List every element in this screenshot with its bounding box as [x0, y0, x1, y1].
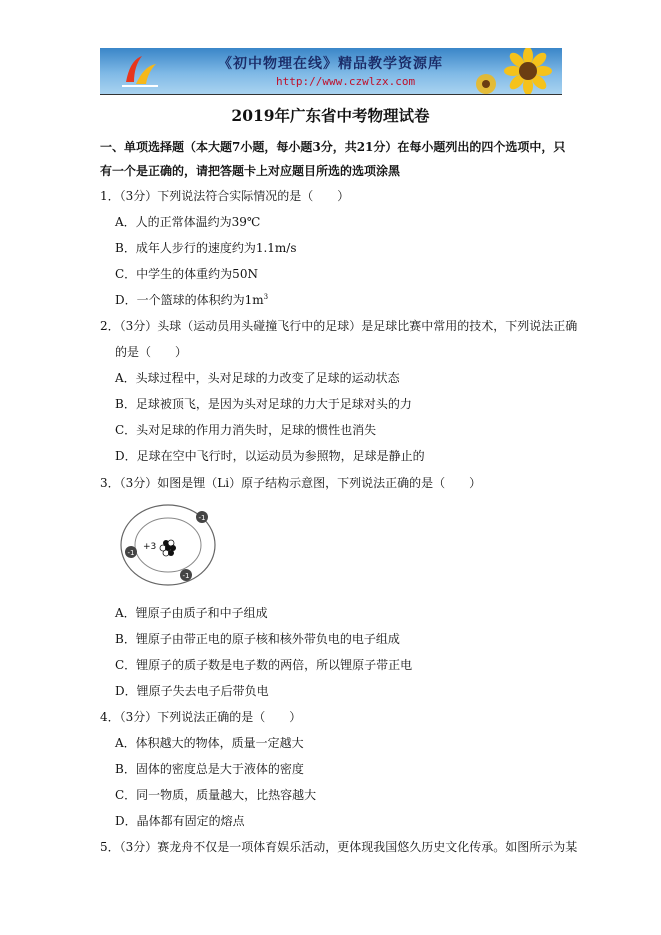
q4-option-b: B．固体的密度总是大于液体的密度 [115, 762, 304, 776]
banner-title: 《初中物理在线》精品教学资源库 [218, 56, 443, 72]
page-title: 2019年广东省中考物理试卷 [231, 106, 430, 125]
svg-text:-1: -1 [127, 549, 135, 557]
svg-text:-1: -1 [182, 572, 190, 580]
q2-option-a: A．头球过程中，头对足球的力改变了足球的运动状态 [115, 371, 400, 385]
q3-option-d: D．锂原子失去电子后带负电 [115, 684, 269, 698]
q3-option-a: A．锂原子由质子和中子组成 [115, 606, 268, 620]
nucleus-charge-label: +3 [143, 542, 157, 552]
nucleus-icon [160, 540, 176, 556]
svg-text:-1: -1 [198, 514, 206, 522]
q1-option-d-exponent: 3 [263, 293, 269, 301]
sunflower-icon [472, 48, 562, 94]
q2-stem-line1: 2．（3分）头球（运动员用头碰撞飞行中的足球）是足球比赛中常用的技术，下列说法正确 [100, 319, 578, 333]
header-banner [100, 48, 562, 94]
lithium-atom-diagram [118, 502, 218, 588]
electron-left [125, 546, 137, 558]
q4-option-a: A．体积越大的物体，质量一定越大 [115, 736, 304, 750]
q1-option-a: A．人的正常体温约为39℃ [115, 215, 261, 229]
section-heading-line2: 有一个是正确的，请把答题卡上对应题目所选的选项涂黑 [100, 164, 401, 178]
q3-option-b: B．锂原子由带正电的原子核和核外带负电的电子组成 [115, 632, 400, 646]
site-logo-icon [120, 52, 160, 90]
q5-stem: 5．（3分）赛龙舟不仅是一项体育娱乐活动，更体现我国悠久历史文化传承。如图所示为某 [100, 840, 578, 854]
q1-option-d-text: D．一个篮球的体积约为1m [115, 293, 264, 307]
q2-option-c: C．头对足球的作用力消失时，足球的惯性也消失 [115, 423, 377, 437]
q1-option-d [115, 291, 268, 308]
q2-option-d: D．足球在空中飞行时，以运动员为参照物，足球是静止的 [115, 449, 425, 463]
q2-option-b: B．足球被顶飞，是因为头对足球的力大于足球对头的力 [115, 397, 412, 411]
q1-option-c: C．中学生的体重约为50N [115, 267, 258, 281]
q3-option-c: C．锂原子的质子数是电子数的两倍，所以锂原子带正电 [115, 658, 413, 672]
q4-stem: 4．（3分）下列说法正确的是（ ） [100, 710, 302, 724]
electron-top-right [196, 511, 208, 523]
q2-stem-line2: 的是（ ） [115, 345, 188, 359]
q1-option-b: B．成年人步行的速度约为1.1m/s [115, 241, 297, 255]
q4-option-c: C．同一物质，质量越大，比热容越大 [115, 788, 317, 802]
header-rule [100, 94, 562, 95]
q3-stem: 3．（3分）如图是锂（Li）原子结构示意图，下列说法正确的是（ ） [100, 476, 482, 490]
section-heading-line1: 一、单项选择题（本大题7小题，每小题3分，共21分）在每小题列出的四个选项中，只 [100, 140, 566, 154]
electron-bottom-right [180, 569, 192, 581]
q1-stem: 1．（3分）下列说法符合实际情况的是（ ） [100, 189, 350, 203]
banner-url: http://www.czwlzx.com [276, 75, 416, 88]
q4-option-d: D．晶体都有固定的熔点 [115, 814, 245, 828]
